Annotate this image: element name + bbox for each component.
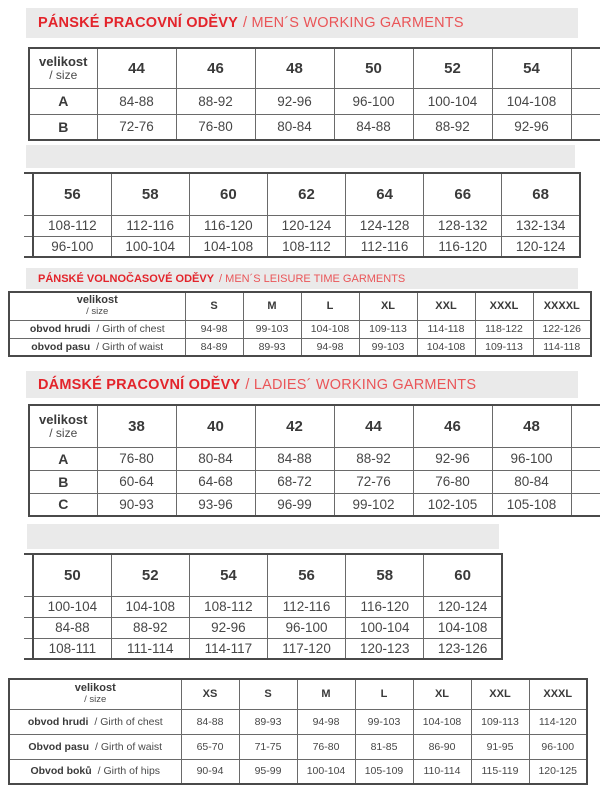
measurement-row-A [29, 88, 600, 114]
measurement-cell: 96-100 [529, 734, 587, 759]
measurement-cell: 108-112 [267, 236, 345, 257]
size-corner-cell [9, 292, 185, 320]
size-header-cell: XXL [417, 292, 475, 320]
measurement-cell: 80-84 [176, 447, 255, 470]
measurement-cell: 94-98 [297, 709, 355, 734]
size-header-cell: XXXL [475, 292, 533, 320]
measurement-cell: 92-96 [255, 88, 334, 114]
measurement-cell: 94-98 [185, 320, 243, 338]
measurement-cell: 68-72 [255, 470, 334, 493]
clipped-cell [571, 88, 600, 114]
measurement-cell: 86-90 [413, 734, 471, 759]
clipped-cell [571, 470, 600, 493]
measurement-cell: 96-99 [255, 493, 334, 516]
row-label-cell [9, 709, 181, 734]
measurement-cell: 93-96 [176, 493, 255, 516]
measurement-cell: 120-124 [267, 215, 345, 236]
size-header-cell: 50 [334, 48, 413, 88]
size-header-cell: 52 [111, 554, 189, 596]
measurement-cell: 104-108 [111, 596, 189, 617]
measurement-cell: 92-96 [492, 114, 571, 140]
row-label-cell: A [29, 447, 97, 470]
measurement-row [24, 215, 580, 236]
measurement-cell: 108-112 [189, 596, 267, 617]
measurement-cell: 104-108 [301, 320, 359, 338]
size-header-cell: XL [359, 292, 417, 320]
measurement-cell: 84-88 [33, 617, 111, 638]
measurement-row-C [29, 493, 600, 516]
row-label-cell [9, 320, 185, 338]
size-header-cell: S [239, 679, 297, 709]
measurement-cell: 100-104 [297, 759, 355, 784]
row-label-cz: Obvod pasu [28, 740, 90, 753]
measurement-cell: 100-104 [33, 596, 111, 617]
measurement-cell: 99-103 [359, 338, 417, 356]
girth-of-waist-row [9, 734, 587, 759]
ladies-sizes-38-48-table [28, 404, 600, 517]
measurement-cell: 105-109 [355, 759, 413, 784]
girth-of-hips-row [9, 759, 587, 784]
ladies-sizes-50-60-table [24, 553, 503, 660]
size-corner-cell [29, 405, 97, 447]
measurement-cell: 128-132 [424, 215, 502, 236]
measurement-cell: 105-108 [492, 493, 571, 516]
measurement-cell: 132-134 [502, 215, 580, 236]
size-header-cell: 58 [346, 554, 424, 596]
measurement-cell: 76-80 [176, 114, 255, 140]
girth-of-chest-row [9, 709, 587, 734]
size-header-cell: 46 [176, 48, 255, 88]
measurement-cell: 84-88 [97, 88, 176, 114]
measurement-cell: 81-85 [355, 734, 413, 759]
measurement-cell: 117-120 [267, 638, 345, 659]
measurement-cell: 80-84 [255, 114, 334, 140]
size-header-cell: 56 [267, 554, 345, 596]
mens-working-title-bar [26, 8, 578, 38]
ladies-working-title-bar [26, 371, 578, 398]
measurement-cell: 114-118 [417, 320, 475, 338]
measurement-cell: 99-103 [243, 320, 301, 338]
measurement-row [24, 596, 502, 617]
measurement-cell: 60-64 [97, 470, 176, 493]
measurement-cell: 112-116 [346, 236, 424, 257]
measurement-cell: 88-92 [334, 447, 413, 470]
measurement-cell: 109-113 [475, 338, 533, 356]
measurement-cell: 92-96 [413, 447, 492, 470]
measurement-cell: 120-124 [502, 236, 580, 257]
corner-line1: velikost [39, 411, 88, 427]
measurement-cell: 100-104 [111, 236, 189, 257]
ladies-working-title-cz: DÁMSKÉ PRACOVNÍ ODĚVY [38, 376, 241, 393]
size-header-cell: 58 [111, 173, 189, 215]
size-header-cell: 44 [334, 405, 413, 447]
corner-line2: / size [49, 426, 78, 441]
measurement-cell: 84-88 [334, 114, 413, 140]
measurement-cell: 96-100 [492, 447, 571, 470]
measurement-row [24, 617, 502, 638]
measurement-cell: 104-108 [492, 88, 571, 114]
corner-line1: velikost [76, 294, 118, 307]
row-label-en: / Girth of chest [96, 323, 165, 335]
measurement-cell: 104-108 [417, 338, 475, 356]
size-header-cell: 60 [189, 173, 267, 215]
measurement-cell: 109-113 [471, 709, 529, 734]
measurement-cell: 114-117 [189, 638, 267, 659]
clipped-cell [571, 493, 600, 516]
size-header-cell: XXXXL [533, 292, 591, 320]
row-label-en: / Girth of hips [97, 765, 161, 778]
measurement-row [24, 638, 502, 659]
measurement-cell: 108-111 [33, 638, 111, 659]
clipped-cell [571, 114, 600, 140]
measurement-cell: 80-84 [492, 470, 571, 493]
measurement-cell: 99-102 [334, 493, 413, 516]
row-label-en: / Girth of waist [96, 340, 164, 353]
measurement-cell: 112-116 [267, 596, 345, 617]
measurement-cell: 122-126 [533, 320, 591, 338]
size-header-cell: 52 [413, 48, 492, 88]
size-header-cell: 48 [492, 405, 571, 447]
measurement-cell: 102-105 [413, 493, 492, 516]
stub-cell [24, 236, 33, 257]
measurement-cell: 84-89 [185, 338, 243, 356]
measurement-cell: 88-92 [413, 114, 492, 140]
stub-cell [24, 554, 33, 596]
header-row [24, 554, 502, 596]
measurement-cell: 104-108 [413, 709, 471, 734]
size-header-cell: 62 [267, 173, 345, 215]
corner-line2: / size [49, 68, 78, 83]
measurement-cell: 96-100 [267, 617, 345, 638]
stub-cell [24, 215, 33, 236]
size-header-cell: 56 [33, 173, 111, 215]
measurement-cell: 120-123 [346, 638, 424, 659]
measurement-cell: 108-112 [33, 215, 111, 236]
ladies-sizes-38-48-table-wrap [28, 404, 600, 522]
girth-of-chest-row [9, 320, 591, 338]
measurement-cell: 114-118 [533, 338, 591, 356]
measurement-cell: 71-75 [239, 734, 297, 759]
row-label-en: / Girth of waist [95, 740, 163, 753]
header-row [29, 48, 600, 88]
size-corner-cell [29, 48, 97, 88]
measurement-cell: 65-70 [181, 734, 239, 759]
stub-cell [24, 638, 33, 659]
row-label-cz: Obvod boků [30, 765, 92, 778]
row-label-cell: B [29, 470, 97, 493]
measurement-row-B [29, 114, 600, 140]
measurement-cell: 116-120 [424, 236, 502, 257]
measurement-cell: 84-88 [255, 447, 334, 470]
row-label-cell: C [29, 493, 97, 516]
size-header-cell: 64 [346, 173, 424, 215]
measurement-cell: 91-95 [471, 734, 529, 759]
row-label-cell [9, 759, 181, 784]
measurement-cell: 120-125 [529, 759, 587, 784]
clipped-cell [571, 48, 600, 88]
clipped-cell [571, 447, 600, 470]
measurement-cell: 123-126 [424, 638, 502, 659]
size-header-cell: L [301, 292, 359, 320]
measurement-cell: 88-92 [111, 617, 189, 638]
row-label-cell: B [29, 114, 97, 140]
size-header-cell: 48 [255, 48, 334, 88]
size-header-cell: 54 [492, 48, 571, 88]
stub-cell [24, 173, 33, 215]
row-label-cell: A [29, 88, 97, 114]
measurement-cell: 76-80 [97, 447, 176, 470]
row-label-cz: obvod hrudi [29, 323, 91, 335]
measurement-cell: 116-120 [189, 215, 267, 236]
size-header-cell: 68 [502, 173, 580, 215]
size-header-cell: L [355, 679, 413, 709]
measurement-cell: 99-103 [355, 709, 413, 734]
corner-line2: / size [84, 694, 107, 706]
measurement-cell: 90-94 [181, 759, 239, 784]
mens-leisure-title-bar [26, 268, 578, 289]
measurement-cell: 89-93 [243, 338, 301, 356]
measurement-cell: 100-104 [346, 617, 424, 638]
measurement-cell: 84-88 [181, 709, 239, 734]
size-header-cell: M [297, 679, 355, 709]
measurement-cell: 114-120 [529, 709, 587, 734]
measurement-cell: 96-100 [33, 236, 111, 257]
size-header-cell: 50 [33, 554, 111, 596]
measurement-cell: 88-92 [176, 88, 255, 114]
mens-sizes-44-54-table-wrap [28, 47, 600, 147]
size-header-cell: XXL [471, 679, 529, 709]
measurement-cell: 64-68 [176, 470, 255, 493]
mens-leisure-title-cz: PÁNSKÉ VOLNOČASOVÉ ODĚVY [38, 272, 215, 285]
mens-leisure-table [8, 291, 592, 357]
header-row [9, 679, 587, 709]
size-header-cell: XL [413, 679, 471, 709]
measurement-cell: 76-80 [297, 734, 355, 759]
measurement-cell: 124-128 [346, 215, 424, 236]
size-corner-cell [9, 679, 181, 709]
header-row [24, 173, 580, 215]
clipped-cell [571, 405, 600, 447]
measurement-cell: 95-99 [239, 759, 297, 784]
size-header-cell: XXXL [529, 679, 587, 709]
measurement-cell: 92-96 [189, 617, 267, 638]
mens-leisure-title-en: / MEN´S LEISURE TIME GARMENTS [219, 272, 406, 285]
ladies-working-title-en: / LADIES´ WORKING GARMENTS [245, 376, 477, 393]
mens-working-title-cz: PÁNSKÉ PRACOVNÍ ODĚVY [38, 15, 238, 31]
measurement-cell: 72-76 [97, 114, 176, 140]
measurement-cell: 112-116 [111, 215, 189, 236]
size-header-cell: 66 [424, 173, 502, 215]
measurement-cell: 104-108 [424, 617, 502, 638]
row-label-cz: obvod hrudi [27, 715, 89, 728]
measurement-cell: 109-113 [359, 320, 417, 338]
girth-of-waist-row [9, 338, 591, 356]
measurement-row [24, 236, 580, 257]
measurement-cell: 110-114 [413, 759, 471, 784]
measurement-cell: 111-114 [111, 638, 189, 659]
mens-working-title-en: / MEN´S WORKING GARMENTS [243, 15, 464, 31]
row-label-en: / Girth of chest [94, 715, 163, 728]
ladies-leisure-table [8, 678, 588, 785]
measurement-cell: 116-120 [346, 596, 424, 617]
measurement-cell: 100-104 [413, 88, 492, 114]
stub-cell [24, 596, 33, 617]
stub-cell [24, 617, 33, 638]
corner-line1: velikost [39, 53, 88, 69]
size-header-cell: S [185, 292, 243, 320]
measurement-row-B [29, 470, 600, 493]
size-header-cell: M [243, 292, 301, 320]
size-header-cell: 60 [424, 554, 502, 596]
size-header-cell: XS [181, 679, 239, 709]
measurement-cell: 94-98 [301, 338, 359, 356]
size-header-cell: 44 [97, 48, 176, 88]
spacer-bar [26, 145, 575, 168]
measurement-cell: 118-122 [475, 320, 533, 338]
header-row [29, 405, 600, 447]
measurement-cell: 104-108 [189, 236, 267, 257]
measurement-cell: 89-93 [239, 709, 297, 734]
measurement-cell: 115-119 [471, 759, 529, 784]
corner-line2: / size [86, 306, 109, 318]
measurement-cell: 72-76 [334, 470, 413, 493]
mens-sizes-44-54-table [28, 47, 600, 141]
measurement-cell: 96-100 [334, 88, 413, 114]
row-label-cz: obvod pasu [31, 340, 91, 353]
size-header-cell: 46 [413, 405, 492, 447]
size-header-cell: 54 [189, 554, 267, 596]
measurement-cell: 90-93 [97, 493, 176, 516]
size-header-cell: 40 [176, 405, 255, 447]
measurement-cell: 76-80 [413, 470, 492, 493]
mens-sizes-56-68-table [24, 172, 581, 258]
measurement-row-A [29, 447, 600, 470]
spacer-bar [27, 524, 499, 549]
row-label-cell [9, 734, 181, 759]
size-header-cell: 38 [97, 405, 176, 447]
header-row [9, 292, 591, 320]
measurement-cell: 120-124 [424, 596, 502, 617]
size-header-cell: 42 [255, 405, 334, 447]
corner-line1: velikost [74, 682, 116, 695]
row-label-cell [9, 338, 185, 356]
